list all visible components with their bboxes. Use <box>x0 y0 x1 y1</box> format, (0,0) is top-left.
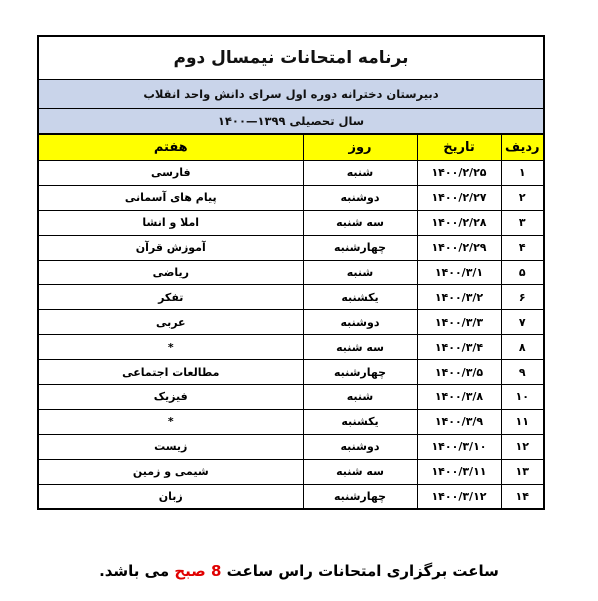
cell-subject: * <box>39 335 303 360</box>
cell-subject: زبان <box>39 484 303 508</box>
cell-subject: ریاضی <box>39 260 303 285</box>
cell-day: دوشنبه <box>303 310 417 335</box>
cell-date: ۱۴۰۰/۲/۲۷ <box>417 185 501 210</box>
table-row <box>39 210 543 235</box>
cell-day: سه شنبه <box>303 459 417 484</box>
table-row <box>39 235 543 260</box>
table-row <box>39 360 543 385</box>
cell-index: ۹ <box>501 360 543 385</box>
exam-time-note <box>0 562 598 580</box>
cell-subject: زیست <box>39 434 303 459</box>
table-header-row <box>39 135 543 161</box>
cell-date: ۱۴۰۰/۲/۲۸ <box>417 210 501 235</box>
cell-subject: فارسی <box>39 161 303 186</box>
cell-day: چهارشنبه <box>303 235 417 260</box>
cell-index: ۱۱ <box>501 409 543 434</box>
column-header-subject: هفتم <box>39 135 303 161</box>
cell-index: ۱۳ <box>501 459 543 484</box>
cell-date: ۱۴۰۰/۳/۱۱ <box>417 459 501 484</box>
cell-index: ۱ <box>501 161 543 186</box>
cell-index: ۷ <box>501 310 543 335</box>
cell-subject: آموزش قرآن <box>39 235 303 260</box>
cell-index: ۴ <box>501 235 543 260</box>
cell-date: ۱۴۰۰/۳/۹ <box>417 409 501 434</box>
cell-subject: عربی <box>39 310 303 335</box>
cell-day: شنبه <box>303 161 417 186</box>
cell-subject: املا و انشا <box>39 210 303 235</box>
cell-date: ۱۴۰۰/۳/۱۲ <box>417 484 501 508</box>
table-row <box>39 409 543 434</box>
cell-day: شنبه <box>303 385 417 410</box>
cell-date: ۱۴۰۰/۳/۵ <box>417 360 501 385</box>
table-row <box>39 459 543 484</box>
table-row <box>39 484 543 508</box>
cell-date: ۱۴۰۰/۳/۲ <box>417 285 501 310</box>
note-text-before: ساعت برگزاری امتحانات راس ساعت <box>221 562 499 580</box>
cell-date: ۱۴۰۰/۲/۲۹ <box>417 235 501 260</box>
table-row <box>39 285 543 310</box>
cell-index: ۳ <box>501 210 543 235</box>
cell-subject: شیمی و زمین <box>39 459 303 484</box>
cell-subject: تفکر <box>39 285 303 310</box>
cell-index: ۸ <box>501 335 543 360</box>
table-row <box>39 161 543 186</box>
cell-day: سه شنبه <box>303 210 417 235</box>
cell-index: ۵ <box>501 260 543 285</box>
column-header-day: روز <box>303 135 417 161</box>
cell-index: ۲ <box>501 185 543 210</box>
cell-day: چهارشنبه <box>303 484 417 508</box>
cell-index: ۱۴ <box>501 484 543 508</box>
cell-day: یکشنبه <box>303 409 417 434</box>
table-row <box>39 385 543 410</box>
table-row <box>39 335 543 360</box>
table-row <box>39 185 543 210</box>
cell-date: ۱۴۰۰/۲/۲۵ <box>417 161 501 186</box>
cell-subject: مطالعات اجتماعی <box>39 360 303 385</box>
column-header-date: تاریخ <box>417 135 501 161</box>
table-row <box>39 310 543 335</box>
table-row <box>39 434 543 459</box>
cell-subject: فیزیک <box>39 385 303 410</box>
exam-table <box>39 134 543 508</box>
note-text-after: می باشد. <box>99 562 175 580</box>
cell-date: ۱۴۰۰/۳/۱ <box>417 260 501 285</box>
school-name: دبیرستان دخترانه دوره اول سرای دانش واحد انقلاب <box>39 80 543 109</box>
table-row <box>39 260 543 285</box>
cell-subject: پیام های آسمانی <box>39 185 303 210</box>
schedule-title: برنامه امتحانات نیمسال دوم <box>39 37 543 80</box>
cell-day: یکشنبه <box>303 285 417 310</box>
cell-day: چهارشنبه <box>303 360 417 385</box>
cell-day: شنبه <box>303 260 417 285</box>
cell-day: دوشنبه <box>303 434 417 459</box>
cell-index: ۶ <box>501 285 543 310</box>
column-header-index: ردیف <box>501 135 543 161</box>
cell-date: ۱۴۰۰/۳/۱۰ <box>417 434 501 459</box>
note-time-highlight: 8 صبح <box>174 562 222 580</box>
cell-date: ۱۴۰۰/۳/۴ <box>417 335 501 360</box>
table-body <box>39 161 543 509</box>
academic-year: سال تحصیلی ۱۳۹۹—۱۴۰۰ <box>39 109 543 134</box>
cell-subject: * <box>39 409 303 434</box>
cell-day: دوشنبه <box>303 185 417 210</box>
cell-index: ۱۰ <box>501 385 543 410</box>
cell-day: سه شنبه <box>303 335 417 360</box>
cell-date: ۱۴۰۰/۳/۳ <box>417 310 501 335</box>
cell-date: ۱۴۰۰/۳/۸ <box>417 385 501 410</box>
exam-schedule-sheet <box>37 35 545 510</box>
cell-index: ۱۲ <box>501 434 543 459</box>
